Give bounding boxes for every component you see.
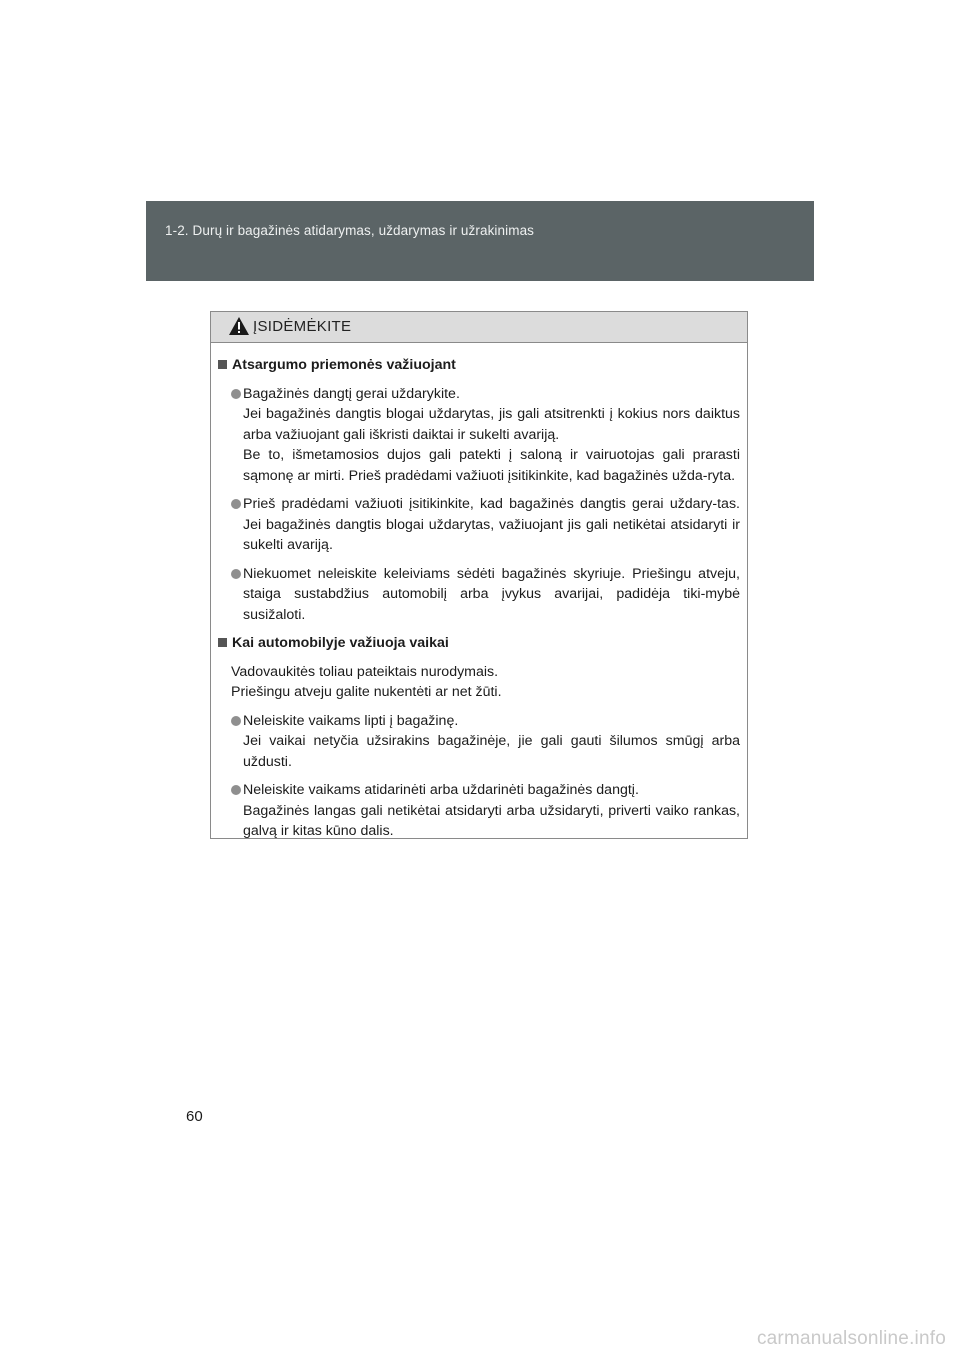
list-item: [217, 711, 740, 773]
intro-line: Vadovaukitės toliau pateiktais nurodymais.: [231, 663, 499, 680]
watermark: carmanualsonline.info: [756, 1328, 946, 1349]
intro-text: [217, 662, 740, 703]
bullet-text: Niekuomet neleiskite keleiviams sėdėti bagažinės skyriuje. Priešingu atveju, staiga sustabdžius automobilį arba įvykus avarijai, padidėja tiki-mybė susižaloti.: [243, 565, 740, 623]
square-bullet-icon: [218, 638, 227, 647]
list-item: [217, 384, 740, 487]
warning-title: ĮSIDĖMĖKITE: [253, 318, 352, 335]
circle-bullet-icon: [231, 389, 241, 399]
circle-bullet-icon: [231, 569, 241, 579]
section-heading-text: Atsargumo priemonės važiuojant: [232, 357, 456, 373]
square-bullet-icon: [218, 360, 227, 369]
chapter-header-band: [146, 201, 814, 281]
section-heading-children: [217, 633, 740, 654]
bullet-text: Jei vaikai netyčia užsirakins bagažinėje, jie gali gauti šilumos smūgį arba uždusti.: [243, 733, 740, 770]
circle-bullet-icon: [231, 716, 241, 726]
circle-bullet-icon: [231, 785, 241, 795]
section-heading-driving: [217, 355, 740, 376]
warning-body: [211, 343, 747, 842]
bullet-lead: Neleiskite vaikams atidarinėti arba uždarinėti bagažinės dangtį.: [243, 782, 639, 798]
warning-triangle-icon: [228, 316, 250, 336]
bullet-text: Be to, išmetamosios dujos gali patekti į saloną ir vairuotojas gali prarasti sąmonę ar mirti. Prieš pradėdami važiuoti įsitikinkite, kad bagažinės užda-ryta.: [243, 447, 740, 484]
warning-header: [211, 312, 747, 343]
page-number: 60: [186, 1108, 203, 1125]
bullet-text: Prieš pradėdami važiuoti įsitikinkite, kad bagažinės dangtis gerai uždary-tas. Jei bagažinės dangtis blogai uždarytas, važiuojant jis gali netikėtai atsidaryti ir sukelti avariją.: [243, 496, 740, 553]
bullet-text: Jei bagažinės dangtis blogai uždarytas, jis gali atsitrenkti į kokius nors daiktus arba važiuojant gali iškristi daiktai ir sukelti avariją.: [243, 406, 740, 443]
circle-bullet-icon: [231, 499, 241, 509]
bullet-text: Bagažinės langas gali netikėtai atsidaryti arba užsidaryti, priverti vaiko rankas, galvą ir kitas kūno dalis.: [243, 802, 740, 839]
list-item: [217, 494, 740, 556]
list-item: [217, 564, 740, 626]
intro-line: Priešingu atveju galite nukentėti ar net žūti.: [231, 684, 502, 700]
section-heading-text: Kai automobilyje važiuoja vaikai: [232, 635, 449, 651]
bullet-lead: Neleiskite vaikams lipti į bagažinę.: [243, 712, 459, 729]
section-title: 1-2. Durų ir bagažinės atidarymas, uždarymas ir užrakinimas: [165, 223, 535, 238]
bullet-lead: Bagažinės dangtį gerai uždarykite.: [243, 385, 460, 402]
list-item: [217, 780, 740, 842]
warning-box: [210, 311, 748, 839]
